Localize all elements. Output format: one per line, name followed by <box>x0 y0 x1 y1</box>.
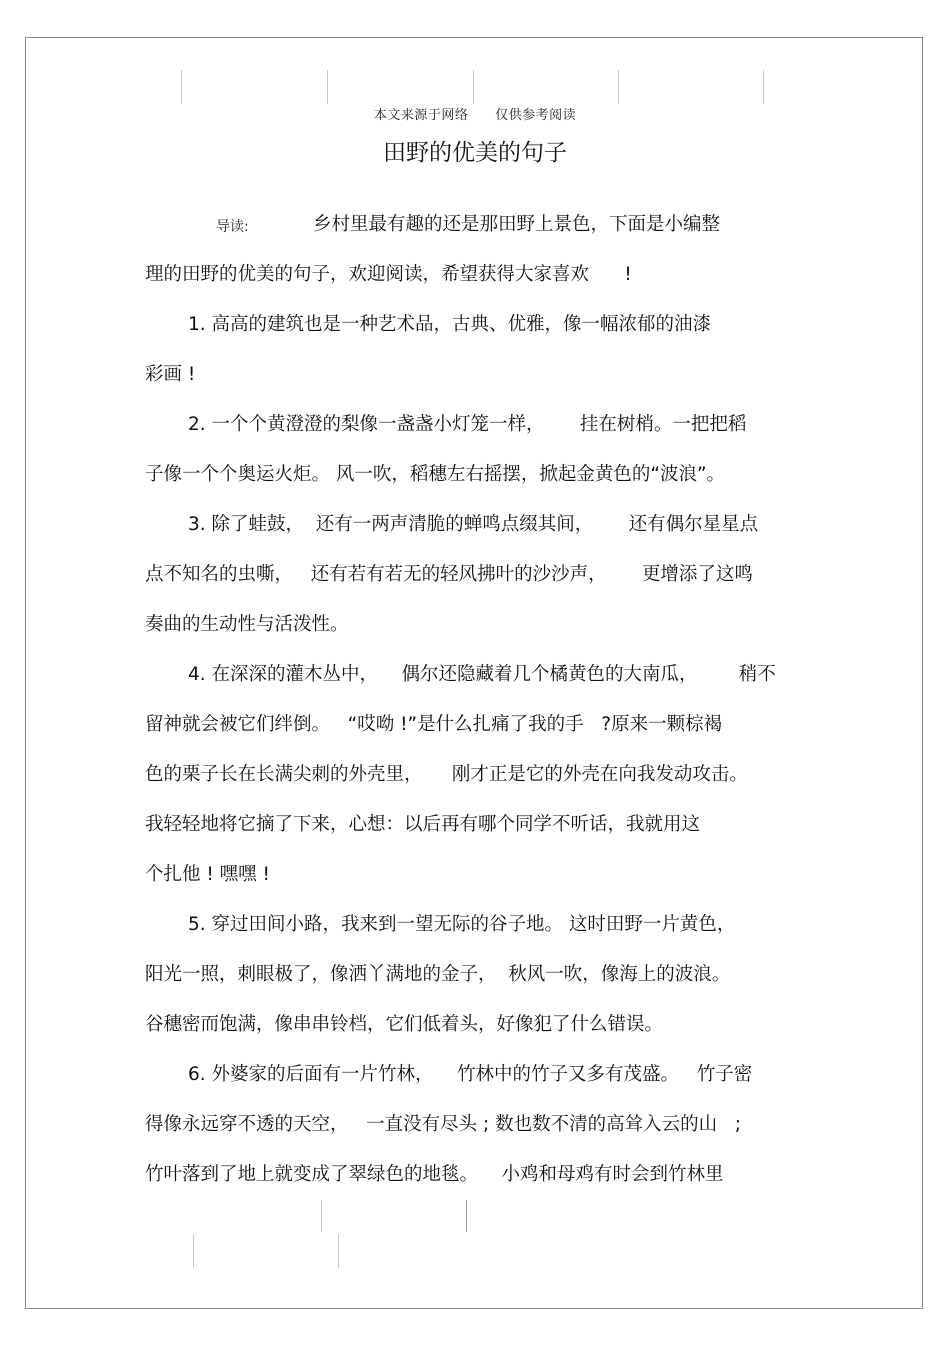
scan-mark <box>338 1234 339 1268</box>
paragraph-line: 1. 高高的建筑也是一种艺术品，古典、优雅，像一幅浓郁的油漆 <box>188 314 712 335</box>
scan-mark <box>466 1200 467 1232</box>
scan-mark <box>181 70 182 104</box>
source-note: 本文来源于网络 <box>373 108 469 123</box>
paragraph-line: 竹叶落到了地上就变成了翠绿色的地毯。 小鸡和母鸡有时会到竹林里 <box>145 1164 724 1185</box>
scan-mark <box>327 70 328 104</box>
page-title: 田野的优美的句子 <box>383 140 567 166</box>
paragraph-line: 子像一个个奥运火炬。 风一吹，稻穗左右摇摆，掀起金黄色的“波浪”。 <box>145 464 726 485</box>
paragraph-line: 奏曲的生动性与活泼性。 <box>145 614 349 635</box>
scan-mark <box>321 1200 322 1232</box>
header-note <box>0 104 950 123</box>
paragraph-line: 2. 一个个黄澄澄的梨像一盏盏小灯笼一样， 挂在树梢。一把把稻 <box>188 414 747 435</box>
paragraph-line: 5. 穿过田间小路，我来到一望无际的谷子地。 这时田野一片黄色， <box>188 914 736 935</box>
paragraph-line: 色的栗子长在长满尖刺的外壳里， 刚才正是它的外壳在向我发动攻击。 <box>145 764 748 785</box>
paragraph-line: 得像永远穿不透的天空， 一直没有尽头 ; 数也数不清的高耸入云的山 ; <box>145 1114 742 1135</box>
paragraph-line: 我轻轻地将它摘了下来，心想：以后再有哪个同学不听话，我就用这 <box>145 814 701 835</box>
paragraph-line: 个扎他 ! 嘿嘿 ! <box>145 864 270 885</box>
scan-mark <box>473 70 474 104</box>
paragraph-line: 彩画 ! <box>145 364 196 385</box>
intro-line: 理的田野的优美的句子，欢迎阅读，希望获得大家喜欢 ! <box>145 264 632 285</box>
paragraph-line: 6. 外婆家的后面有一片竹林， 竹林中的竹子又多有茂盛。 竹子密 <box>188 1064 753 1085</box>
reference-note: 仅供参考阅读 <box>495 108 577 123</box>
paragraph-line: 4. 在深深的灌木丛中， 偶尔还隐藏着几个橘黄色的大南瓜， 稍不 <box>188 664 776 685</box>
paragraph-line: 阳光一照，刺眼极了，像洒丫满地的金子， 秋风一吹，像海上的波浪。 <box>145 964 731 985</box>
scan-mark <box>618 70 619 104</box>
intro-label: 导读: <box>216 219 249 235</box>
scan-mark <box>763 70 764 104</box>
intro-line: 乡村里最有趣的还是那田野上景色，下面是小编整 <box>313 214 721 235</box>
paragraph-line: 留神就会被它们绊倒。 “哎呦 !”是什么扎痛了我的手 ?原来一颗棕褐 <box>145 714 723 735</box>
paragraph-line: 3. 除了蛙鼓， 还有一两声清脆的蝉鸣点缀其间， 还有偶尔星星点 <box>188 514 759 535</box>
scan-mark <box>193 1234 194 1268</box>
paragraph-line: 谷穗密而饱满，像串串铃档，它们低着头，好像犯了什么错误。 <box>145 1014 664 1035</box>
paragraph-line: 点不知名的虫嘶， 还有若有若无的轻风拂叶的沙沙声， 更增添了这鸣 <box>145 564 753 585</box>
